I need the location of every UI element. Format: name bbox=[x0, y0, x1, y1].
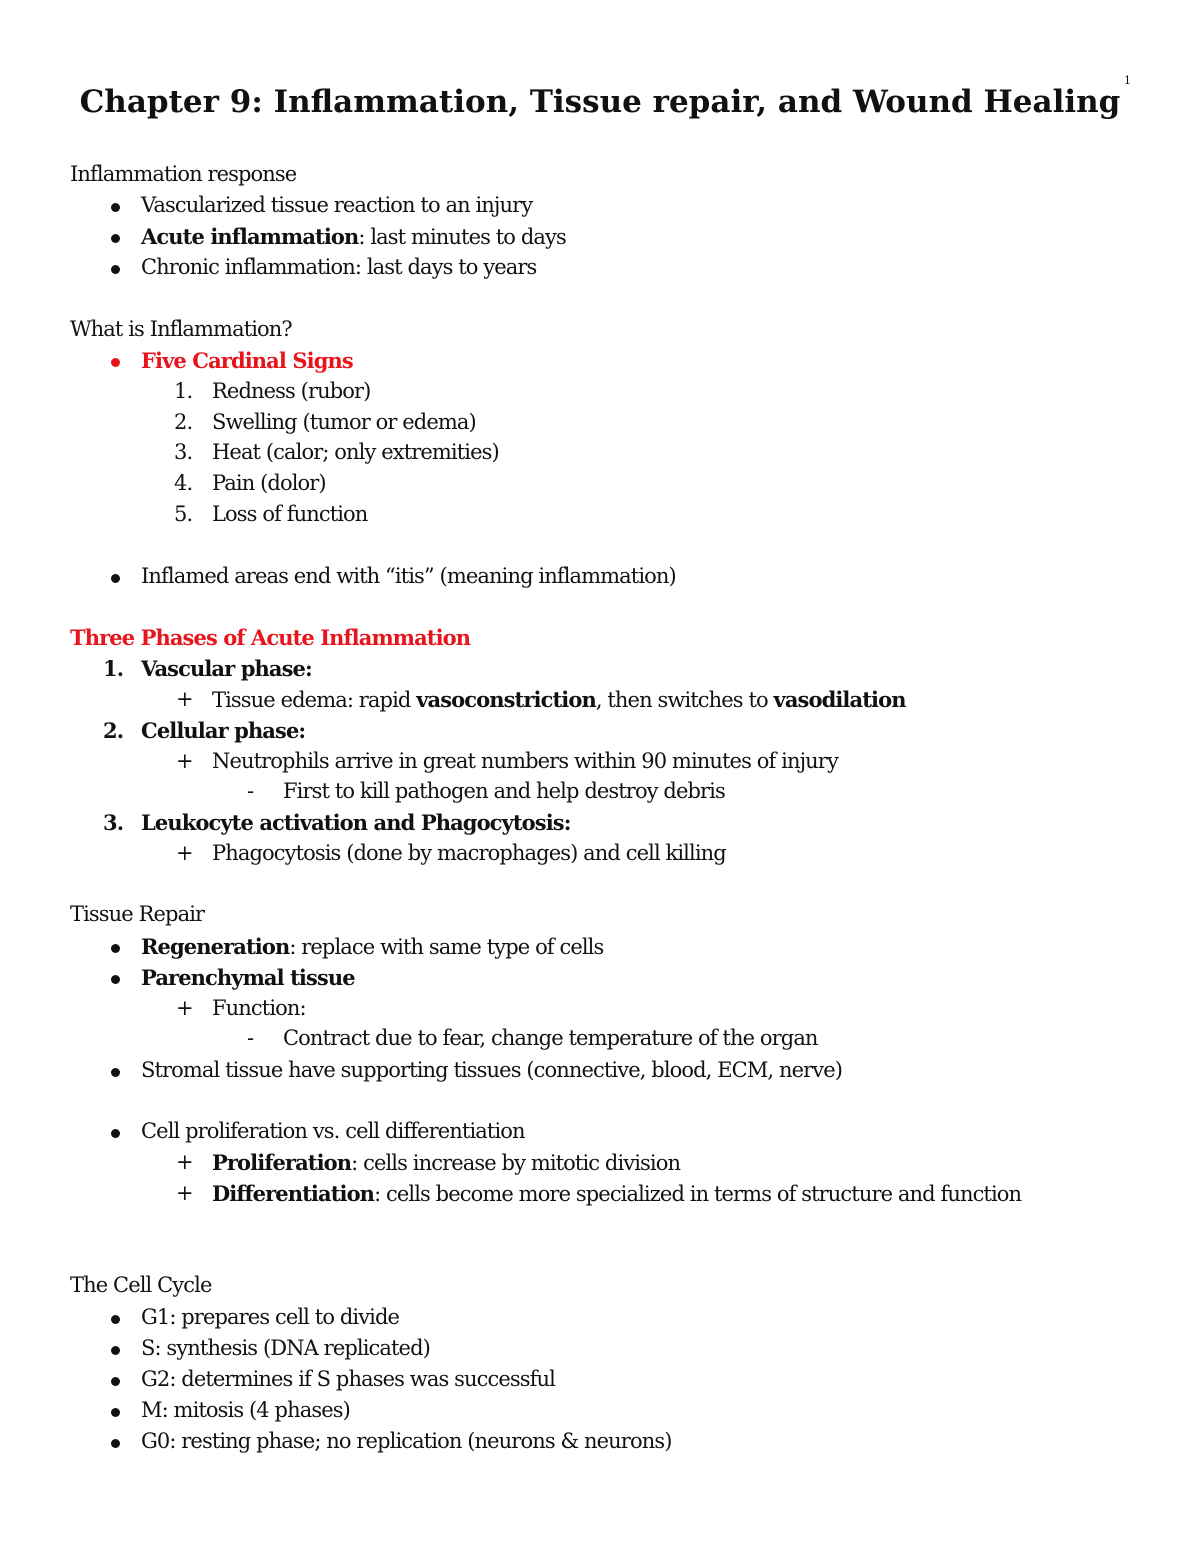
list-item: Inflamed areas end with “itis” (meaning inflammation) bbox=[141, 561, 676, 592]
list-item: + Tissue edema: rapid vasoconstriction, then switches to vasodilation bbox=[176, 687, 906, 712]
page-number: 1 bbox=[1124, 74, 1131, 87]
list-item: + Differentiation: cells become more specialized in terms of structure and function bbox=[176, 1181, 1022, 1206]
list-item: Chronic inflammation: last days to years bbox=[141, 252, 536, 283]
list-item: Stromal tissue have supporting tissues (connective, blood, ECM, nerve) bbox=[141, 1055, 842, 1086]
list-item: Vascularized tissue reaction to an injury bbox=[141, 190, 532, 221]
list-item: Cell proliferation vs. cell differentiation bbox=[141, 1116, 525, 1147]
list-item: + Phagocytosis (done by macrophages) and cell killing bbox=[176, 841, 726, 865]
phase-leukocyte: 3. Leukocyte activation and Phagocytosis: bbox=[103, 810, 571, 835]
list-item: Regeneration: replace with same type of cells bbox=[141, 931, 603, 962]
list-item: + Neutrophils arrive in great numbers within 90 minutes of injury bbox=[176, 749, 838, 773]
list-item: G2: determines if S phases was successful bbox=[141, 1364, 555, 1395]
list-item: G0: resting phase; no replication (neurons & neurons) bbox=[141, 1426, 672, 1457]
list-item: M: mitosis (4 phases) bbox=[141, 1395, 350, 1426]
list-item: 5. Loss of function bbox=[174, 502, 368, 526]
list-item: 1. Redness (rubor) bbox=[174, 379, 371, 403]
list-item: - Contract due to fear, change temperature of the organ bbox=[247, 1026, 818, 1050]
section-heading-what-is-inflammation: What is Inflammation? bbox=[70, 317, 292, 341]
list-item: - First to kill pathogen and help destroy debris bbox=[247, 779, 725, 803]
section-heading-cell-cycle: The Cell Cycle bbox=[70, 1273, 212, 1297]
phase-vascular: 1. Vascular phase: bbox=[103, 656, 312, 681]
list-item: + Proliferation: cells increase by mitotic division bbox=[176, 1150, 681, 1175]
section-heading-tissue-repair: Tissue Repair bbox=[70, 902, 205, 926]
section-heading-three-phases: Three Phases of Acute Inflammation bbox=[70, 625, 471, 650]
cardinal-signs-heading: Five Cardinal Signs bbox=[141, 345, 353, 376]
phase-cellular: 2. Cellular phase: bbox=[103, 718, 306, 743]
list-item: 4. Pain (dolor) bbox=[174, 471, 326, 495]
list-item: G1: prepares cell to divide bbox=[141, 1302, 399, 1333]
section-heading-inflammation-response: Inflammation response bbox=[70, 162, 297, 186]
page-title: Chapter 9: Inflammation, Tissue repair, and Wound Healing bbox=[79, 84, 1121, 120]
list-item: S: synthesis (DNA replicated) bbox=[141, 1333, 430, 1364]
list-item: + Function: bbox=[176, 996, 306, 1020]
list-item: Parenchymal tissue bbox=[141, 962, 355, 993]
list-item: 2. Swelling (tumor or edema) bbox=[174, 410, 476, 434]
list-item: 3. Heat (calor; only extremities) bbox=[174, 440, 499, 464]
list-item: Acute inflammation: last minutes to days bbox=[141, 221, 566, 252]
